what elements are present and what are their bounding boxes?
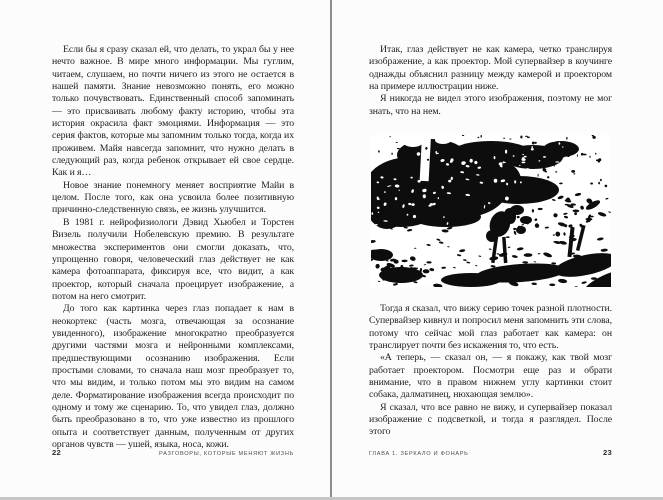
paragraph: До того как картинка через глаз попадает к нам в неокортекс (часть мозга, отвечающая за осознание увиденного), изображение многократно преобразуется другими частями мозга и нейронными комплексами, предшествующими осознанию изображения. Если простыми словами, то сначала наш мозг преобразует то, что мы видим, и только потом мы это видим на самом деле. Форматирование изображения всегда происходит по одному и тому же сценарию. То, что увидел глаз, должно быть преобразовано в то, что уже известно из прошлого опыта и соответствует данным, полученным от других органов чувств — ушей, языка, носа, кожи. — [52, 303, 294, 450]
paragraph: Итак, глаз действует не как камера, четко транслируя изображение, а как проектор. Мой супервайзер в коучинге однажды объяснил разницу между камерой и проектором на примере иллюстрации ниже. — [369, 44, 612, 93]
paragraph: Тогда я сказал, что вижу серию точек разной плотности. Супервайзер кивнул и попросил меня запомнить эти слова, потому что сейчас мой глаз работает как камера: он транслирует почти без искажения то, что есть. — [369, 303, 612, 352]
page-right-text-bottom — [369, 303, 612, 439]
page-right-footer — [369, 448, 612, 457]
running-title-right: ГЛАВА 1. ЗЕРКАЛО И ФОНАРЬ — [369, 451, 469, 457]
dalmatian-dots-picture — [371, 135, 611, 287]
paragraph: Если бы я сразу сказал ей, что делать, то украл бы у нее нечто важное. В мире много информации. Мы гуглим, читаем, слушаем, но почти ничего из этого не остается в нашей памяти. Знание невозможно понять, его можно только почувствовать. Единственный способ запоминать — это присваивать любому факту историю, чтобы эта история окрасила факт эмоциями. Информация — это серия фактов, которые мы запомним только тогда, когда их проживем. Майя навсегда запомнит, что нужно делать в следующий раз, когда ребенок открывает ей свое сердце. Как и я… — [52, 44, 294, 179]
page-right-text-top — [369, 44, 612, 118]
spine-divider — [330, 0, 332, 497]
paragraph: В 1981 г. нейрофизиологи Дэвид Хьюбел и Торстен Визель получили Нобелевскую премию. В результате множества экспериментов они смогли доказать, что, упрощенно говоря, человеческий глаз действует не как камера фотоаппарата, фиксируя все, что видит, а как проектор, который сначала проецирует изображение, а потом на него смотрит. — [52, 216, 294, 302]
page-number-left: 22 — [52, 448, 62, 457]
paragraph: Новое знание понемногу меняет восприятие Майи в целом. После того, как она усвоила более позитивную причинно-следственную связь, ее жизнь улучшится. — [52, 179, 294, 216]
page-number-right: 23 — [602, 448, 612, 457]
page-left-text — [52, 44, 294, 451]
paragraph: Я никогда не видел этого изображения, поэтому не мог знать, что на нем. — [369, 93, 612, 117]
paragraph: Я сказал, что все равно не вижу, и супервайзер показал изображение с подсветкой, и тогда я разглядел. После этого — [369, 401, 612, 438]
dalmatian-illustration-svg — [371, 135, 611, 287]
running-title-left: РАЗГОВОРЫ, КОТОРЫЕ МЕНЯЮТ ЖИЗНЬ — [159, 451, 294, 457]
paragraph: «А теперь, — сказал он, — я покажу, как твой мозг работает проектором. Посмотри еще раз и обрати внимание, что в правом нижнем углу картинки стоит собака, далматинец, нюхающая землю». — [369, 352, 612, 401]
page-left-footer — [52, 448, 294, 457]
